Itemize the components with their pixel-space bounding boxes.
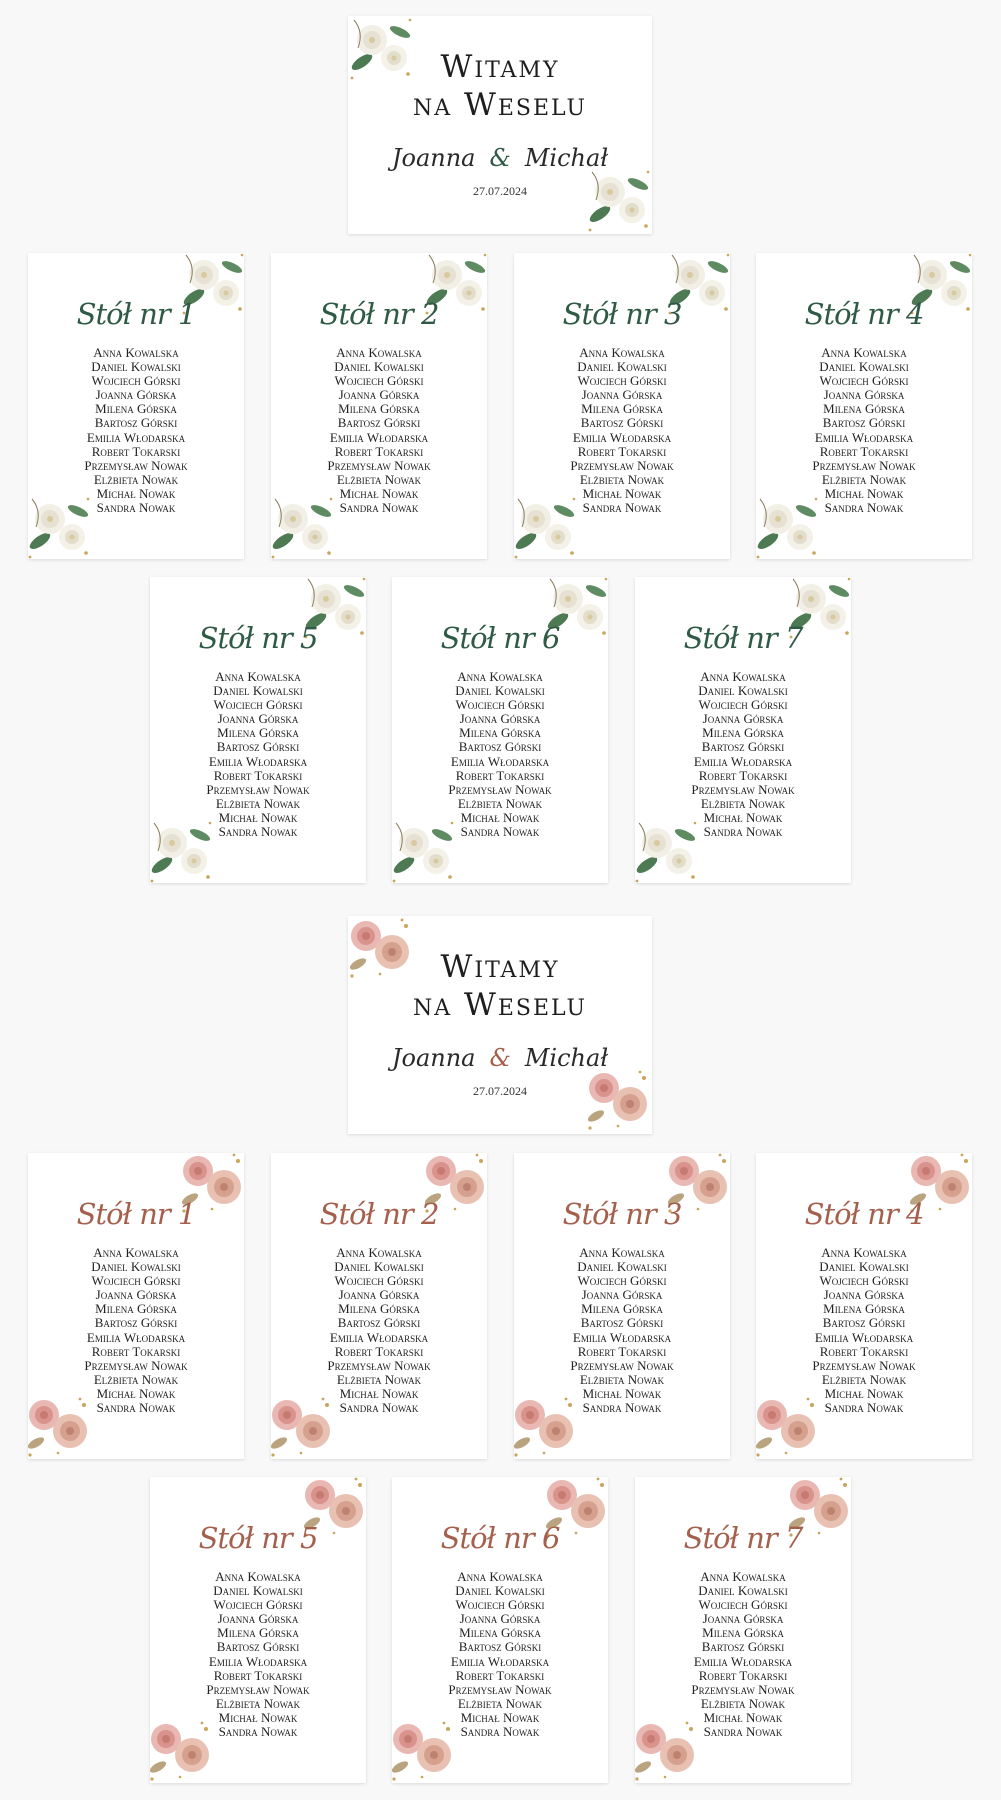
guest-name: Bartosz Górski: [701, 1639, 785, 1655]
guest-name: Joanna Górska: [581, 1287, 663, 1303]
guest-name: Sandra Nowak: [824, 500, 904, 516]
guest-name: Przemysław Nowak: [84, 1357, 188, 1373]
guest-name: Bartosz Górski: [216, 1639, 300, 1655]
guest-name: Milena Górska: [581, 1301, 663, 1317]
table-card: [635, 577, 851, 883]
guest-name: Joanna Górska: [95, 1287, 177, 1303]
guest-list: [150, 670, 366, 839]
guest-list: [150, 1570, 366, 1739]
guest-name: Robert Tokarski: [577, 1343, 667, 1359]
guest-name: Bartosz Górski: [337, 1315, 421, 1331]
guest-name: Michał Nowak: [824, 485, 904, 501]
pink-rose-icon: [582, 1064, 652, 1134]
guest-name: Bartosz Górski: [94, 415, 178, 431]
table-card: [514, 253, 730, 559]
guest-name: Robert Tokarski: [698, 767, 788, 783]
guest-name: Sandra Nowak: [96, 1400, 176, 1416]
guest-list: [756, 1246, 972, 1415]
guest-name: Robert Tokarski: [455, 767, 545, 783]
guest-name: Emilia Włodarska: [208, 1653, 308, 1669]
guest-name: Emilia Włodarska: [86, 1329, 186, 1345]
guest-name: Elżbieta Nowak: [215, 1695, 301, 1711]
guest-name: Michał Nowak: [582, 485, 662, 501]
guest-name: Milena Górska: [459, 725, 541, 741]
guest-name: Bartosz Górski: [458, 739, 542, 755]
welcome-sign-rose: [348, 916, 652, 1134]
guest-name: Sandra Nowak: [460, 1724, 540, 1740]
guest-name: Milena Górska: [95, 401, 177, 417]
guest-name: Joanna Górska: [338, 1287, 420, 1303]
guest-name: Wojciech Górski: [577, 373, 667, 389]
guest-name: Wojciech Górski: [91, 1273, 181, 1289]
guest-name: Michał Nowak: [460, 809, 540, 825]
guest-name: Michał Nowak: [339, 485, 419, 501]
table-title: Stół nr 7: [683, 1521, 803, 1555]
guest-name: Michał Nowak: [460, 1709, 540, 1725]
guest-name: Emilia Włodarska: [450, 1653, 550, 1669]
guest-name: Joanna Górska: [823, 1287, 905, 1303]
guest-name: Sandra Nowak: [218, 824, 298, 840]
guest-name: Sandra Nowak: [460, 824, 540, 840]
guest-name: Anna Kowalska: [700, 1569, 786, 1584]
guest-name: Bartosz Górski: [94, 1315, 178, 1331]
guest-name: Wojciech Górski: [334, 373, 424, 389]
table-title: Stół nr 3: [562, 297, 682, 331]
guest-name: Joanna Górska: [217, 1611, 299, 1627]
guest-name: Bartosz Górski: [337, 415, 421, 431]
guest-name: Sandra Nowak: [703, 824, 783, 840]
guest-name: Daniel Kowalski: [455, 1583, 545, 1599]
guest-name: Milena Górska: [217, 725, 299, 741]
guest-name: Elżbieta Nowak: [457, 1695, 543, 1711]
guest-name: Michał Nowak: [218, 1709, 298, 1725]
guest-name: Michał Nowak: [824, 1385, 904, 1401]
guest-name: Przemysław Nowak: [812, 1357, 916, 1373]
guest-name: Wojciech Górski: [819, 373, 909, 389]
guest-name: Robert Tokarski: [698, 1667, 788, 1683]
guest-name: Daniel Kowalski: [213, 683, 303, 699]
guest-name: Milena Górska: [823, 401, 905, 417]
guest-name: Joanna Górska: [459, 1611, 541, 1627]
guest-name: Milena Górska: [95, 1301, 177, 1317]
guest-name: Przemysław Nowak: [327, 457, 431, 473]
guest-name: Milena Górska: [823, 1301, 905, 1317]
guest-name: Anna Kowalska: [579, 345, 665, 360]
guest-name: Przemysław Nowak: [691, 781, 795, 797]
guest-name: Daniel Kowalski: [819, 359, 909, 375]
guest-name: Daniel Kowalski: [577, 359, 667, 375]
guest-name: Joanna Górska: [581, 387, 663, 403]
guest-list: [392, 670, 608, 839]
guest-name: Anna Kowalska: [457, 669, 543, 684]
guest-name: Bartosz Górski: [216, 739, 300, 755]
table-title: Stół nr 2: [319, 1197, 439, 1231]
guest-list: [514, 1246, 730, 1415]
guest-name: Joanna Górska: [459, 711, 541, 727]
table-title: Stół nr 6: [440, 1521, 560, 1555]
guest-name: Anna Kowalska: [93, 345, 179, 360]
guest-name: Przemysław Nowak: [448, 781, 552, 797]
table-card: [28, 253, 244, 559]
guest-name: Przemysław Nowak: [327, 1357, 431, 1373]
guest-name: Bartosz Górski: [822, 1315, 906, 1331]
guest-name: Wojciech Górski: [334, 1273, 424, 1289]
guest-name: Emilia Włodarska: [814, 429, 914, 445]
guest-name: Elżbieta Nowak: [821, 471, 907, 487]
guest-name: Emilia Włodarska: [208, 753, 308, 769]
guest-name: Wojciech Górski: [819, 1273, 909, 1289]
guest-name: Elżbieta Nowak: [336, 471, 422, 487]
guest-name: Przemysław Nowak: [448, 1681, 552, 1697]
table-title: Stół nr 7: [683, 621, 803, 655]
table-title: Stół nr 4: [804, 297, 924, 331]
table-card: [756, 1153, 972, 1459]
table-card: [635, 1477, 851, 1783]
guest-name: Przemysław Nowak: [206, 1681, 310, 1697]
white-rose-icon: [582, 164, 652, 234]
guest-name: Emilia Włodarska: [86, 429, 186, 445]
table-title: Stół nr 5: [198, 621, 318, 655]
guest-name: Wojciech Górski: [213, 697, 303, 713]
guest-name: Anna Kowalska: [457, 1569, 543, 1584]
guest-name: Daniel Kowalski: [91, 359, 181, 375]
guest-name: Sandra Nowak: [218, 1724, 298, 1740]
guest-list: [392, 1570, 608, 1739]
guest-list: [756, 346, 972, 515]
table-title: Stół nr 4: [804, 1197, 924, 1231]
guest-name: Anna Kowalska: [821, 345, 907, 360]
guest-name: Sandra Nowak: [582, 1400, 662, 1416]
table-card: [28, 1153, 244, 1459]
guest-name: Wojciech Górski: [91, 373, 181, 389]
guest-name: Wojciech Górski: [213, 1597, 303, 1613]
guest-name: Robert Tokarski: [334, 443, 424, 459]
couple-names: Joanna & Michał: [391, 144, 609, 172]
guest-name: Sandra Nowak: [582, 500, 662, 516]
guest-name: Sandra Nowak: [703, 1724, 783, 1740]
table-card: [271, 253, 487, 559]
guest-name: Bartosz Górski: [580, 1315, 664, 1331]
guest-name: Przemysław Nowak: [570, 457, 674, 473]
guest-name: Robert Tokarski: [213, 1667, 303, 1683]
guest-name: Przemysław Nowak: [84, 457, 188, 473]
table-title: Stół nr 1: [76, 297, 196, 331]
guest-name: Sandra Nowak: [339, 1400, 419, 1416]
guest-name: Joanna Górska: [217, 711, 299, 727]
table-card: [150, 577, 366, 883]
guest-name: Elżbieta Nowak: [93, 1371, 179, 1387]
guest-list: [271, 346, 487, 515]
guest-name: Michał Nowak: [96, 485, 176, 501]
guest-name: Elżbieta Nowak: [93, 471, 179, 487]
table-card: [514, 1153, 730, 1459]
guest-name: Anna Kowalska: [215, 1569, 301, 1584]
guest-name: Bartosz Górski: [701, 739, 785, 755]
guest-name: Emilia Włodarska: [814, 1329, 914, 1345]
guest-name: Robert Tokarski: [91, 443, 181, 459]
guest-name: Emilia Włodarska: [329, 429, 429, 445]
guest-name: Anna Kowalska: [579, 1245, 665, 1260]
guest-name: Joanna Górska: [702, 711, 784, 727]
table-card: [392, 577, 608, 883]
guest-name: Milena Górska: [459, 1625, 541, 1641]
guest-name: Emilia Włodarska: [693, 753, 793, 769]
guest-name: Robert Tokarski: [334, 1343, 424, 1359]
guest-name: Robert Tokarski: [213, 767, 303, 783]
guest-name: Wojciech Górski: [698, 1597, 788, 1613]
guest-name: Emilia Włodarska: [450, 753, 550, 769]
guest-name: Robert Tokarski: [455, 1667, 545, 1683]
table-title: Stół nr 2: [319, 297, 439, 331]
guest-name: Emilia Włodarska: [329, 1329, 429, 1345]
guest-list: [635, 670, 851, 839]
table-title: Stół nr 3: [562, 1197, 682, 1231]
guest-name: Bartosz Górski: [822, 415, 906, 431]
guest-name: Joanna Górska: [823, 387, 905, 403]
guest-name: Daniel Kowalski: [455, 683, 545, 699]
guest-name: Emilia Włodarska: [572, 1329, 672, 1345]
guest-name: Anna Kowalska: [700, 669, 786, 684]
guest-name: Elżbieta Nowak: [700, 1695, 786, 1711]
couple-names: Joanna & Michał: [391, 1044, 609, 1072]
guest-name: Anna Kowalska: [336, 1245, 422, 1260]
guest-list: [28, 346, 244, 515]
guest-name: Milena Górska: [338, 401, 420, 417]
guest-name: Robert Tokarski: [819, 443, 909, 459]
guest-name: Milena Górska: [217, 1625, 299, 1641]
guest-name: Milena Górska: [702, 1625, 784, 1641]
guest-name: Sandra Nowak: [96, 500, 176, 516]
guest-name: Wojciech Górski: [455, 697, 545, 713]
guest-name: Michał Nowak: [703, 809, 783, 825]
guest-name: Joanna Górska: [702, 1611, 784, 1627]
guest-name: Wojciech Górski: [577, 1273, 667, 1289]
guest-name: Elżbieta Nowak: [457, 795, 543, 811]
guest-name: Robert Tokarski: [819, 1343, 909, 1359]
guest-name: Daniel Kowalski: [91, 1259, 181, 1275]
guest-name: Elżbieta Nowak: [821, 1371, 907, 1387]
table-card: [756, 253, 972, 559]
wedding-date: 27.07.2024: [473, 184, 527, 198]
table-title: Stół nr 6: [440, 621, 560, 655]
guest-name: Daniel Kowalski: [334, 359, 424, 375]
guest-name: Sandra Nowak: [824, 1400, 904, 1416]
guest-list: [28, 1246, 244, 1415]
guest-name: Bartosz Górski: [580, 415, 664, 431]
guest-name: Anna Kowalska: [821, 1245, 907, 1260]
guest-name: Anna Kowalska: [336, 345, 422, 360]
table-title: Stół nr 5: [198, 1521, 318, 1555]
guest-name: Anna Kowalska: [215, 669, 301, 684]
wedding-date: 27.07.2024: [473, 1084, 527, 1098]
guest-name: Elżbieta Nowak: [700, 795, 786, 811]
guest-name: Daniel Kowalski: [698, 683, 788, 699]
guest-name: Sandra Nowak: [339, 500, 419, 516]
guest-name: Robert Tokarski: [91, 1343, 181, 1359]
guest-name: Przemysław Nowak: [812, 457, 916, 473]
guest-name: Anna Kowalska: [93, 1245, 179, 1260]
guest-list: [635, 1570, 851, 1739]
guest-name: Joanna Górska: [338, 387, 420, 403]
welcome-title: Witamy na Weselu: [413, 949, 587, 1023]
guest-name: Joanna Górska: [95, 387, 177, 403]
guest-name: Daniel Kowalski: [698, 1583, 788, 1599]
guest-name: Daniel Kowalski: [334, 1259, 424, 1275]
guest-name: Elżbieta Nowak: [215, 795, 301, 811]
guest-name: Daniel Kowalski: [819, 1259, 909, 1275]
guest-name: Przemysław Nowak: [206, 781, 310, 797]
guest-list: [271, 1246, 487, 1415]
guest-name: Daniel Kowalski: [213, 1583, 303, 1599]
guest-name: Michał Nowak: [96, 1385, 176, 1401]
guest-name: Michał Nowak: [703, 1709, 783, 1725]
guest-name: Michał Nowak: [582, 1385, 662, 1401]
guest-name: Bartosz Górski: [458, 1639, 542, 1655]
table-title: Stół nr 1: [76, 1197, 196, 1231]
guest-name: Wojciech Górski: [698, 697, 788, 713]
table-card: [150, 1477, 366, 1783]
table-card: [271, 1153, 487, 1459]
guest-list: [514, 346, 730, 515]
guest-name: Daniel Kowalski: [577, 1259, 667, 1275]
guest-name: Milena Górska: [581, 401, 663, 417]
guest-name: Michał Nowak: [339, 1385, 419, 1401]
guest-name: Elżbieta Nowak: [579, 1371, 665, 1387]
guest-name: Elżbieta Nowak: [579, 471, 665, 487]
guest-name: Przemysław Nowak: [570, 1357, 674, 1373]
guest-name: Robert Tokarski: [577, 443, 667, 459]
guest-name: Emilia Włodarska: [693, 1653, 793, 1669]
guest-name: Przemysław Nowak: [691, 1681, 795, 1697]
guest-name: Milena Górska: [338, 1301, 420, 1317]
guest-name: Wojciech Górski: [455, 1597, 545, 1613]
guest-name: Elżbieta Nowak: [336, 1371, 422, 1387]
guest-name: Emilia Włodarska: [572, 429, 672, 445]
table-card: [392, 1477, 608, 1783]
welcome-sign-white: [348, 16, 652, 234]
guest-name: Michał Nowak: [218, 809, 298, 825]
guest-name: Milena Górska: [702, 725, 784, 741]
welcome-title: Witamy na Weselu: [413, 49, 587, 123]
